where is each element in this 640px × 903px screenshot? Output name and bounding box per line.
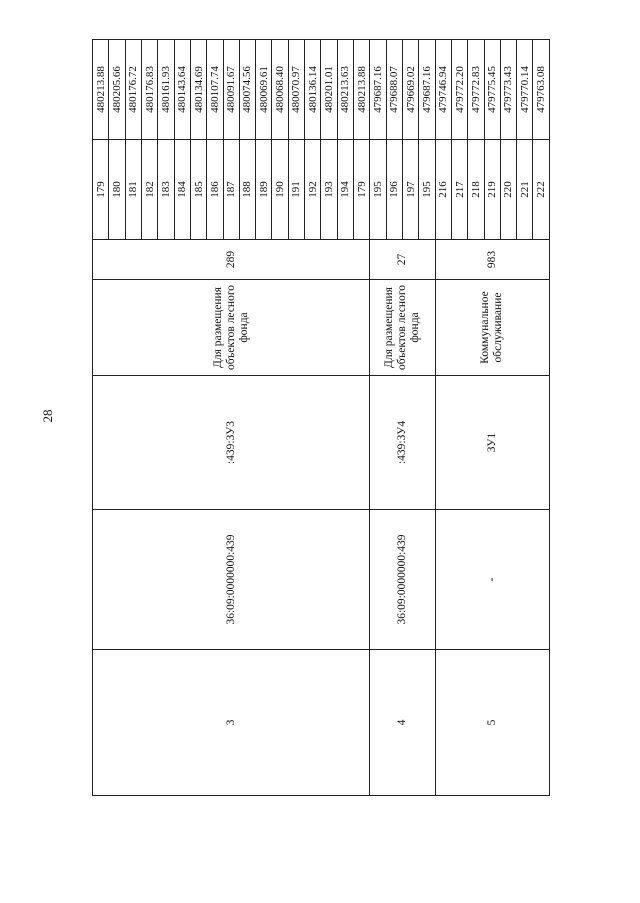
- coordinate-x: 479688.07: [386, 40, 402, 140]
- point-number: 217: [451, 140, 467, 240]
- parcel-area: 27: [370, 240, 435, 280]
- point-number: 222: [533, 140, 550, 240]
- coordinate-x: 480213.63: [337, 40, 353, 140]
- table-row: [435, 40, 451, 796]
- coordinate-x: 480205.66: [109, 40, 125, 140]
- point-number: 179: [93, 140, 109, 240]
- parcel-designation: ЗУ1: [435, 376, 549, 510]
- point-number: 181: [125, 140, 141, 240]
- coordinate-x: 480213.88: [354, 40, 370, 140]
- parcel-number: 4: [370, 650, 435, 796]
- coordinate-x: 479770.14: [517, 40, 533, 140]
- point-number: 196: [386, 140, 402, 240]
- permitted-use-line1: Коммунальное: [479, 291, 492, 364]
- permitted-use: [370, 280, 435, 376]
- coordinate-x: 480176.83: [141, 40, 157, 140]
- permitted-use: [93, 280, 370, 376]
- permitted-use-line2: объектов лесного фонда: [224, 284, 250, 371]
- table-row: [93, 40, 109, 796]
- permitted-use-line1: Для размещения: [382, 287, 395, 368]
- coordinate-x: 479687.16: [419, 40, 435, 140]
- point-number: 218: [468, 140, 484, 240]
- point-number: 184: [174, 140, 190, 240]
- point-number: 189: [256, 140, 272, 240]
- cadastral-number: -: [435, 510, 549, 650]
- point-number: 182: [141, 140, 157, 240]
- coordinate-x: 480213.88: [93, 40, 109, 140]
- point-number: 186: [207, 140, 223, 240]
- coordinate-x: 480136.14: [305, 40, 321, 140]
- coordinate-x: 479772.83: [468, 40, 484, 140]
- point-number: 192: [305, 140, 321, 240]
- coordinate-x: 480068.40: [272, 40, 288, 140]
- point-number: 221: [517, 140, 533, 240]
- parcel-designation: :439:ЗУ3: [93, 376, 370, 510]
- parcel-area: 983: [435, 240, 549, 280]
- cadastral-number: 36:09:0000000:439: [93, 510, 370, 650]
- table-row: [370, 40, 386, 796]
- point-number: 219: [484, 140, 500, 240]
- coordinate-x: 480143.64: [174, 40, 190, 140]
- permitted-use-line2: объектов лесного фонда: [395, 284, 421, 371]
- coordinate-x: 480161.93: [158, 40, 174, 140]
- coordinate-x: 479746.94: [435, 40, 451, 140]
- coordinate-x: 480134.69: [190, 40, 206, 140]
- permitted-use-line1: Для размещения: [211, 287, 224, 368]
- coordinate-x: 480070.97: [288, 40, 304, 140]
- coordinates-table: [92, 39, 550, 796]
- point-number: 179: [354, 140, 370, 240]
- point-number: 187: [223, 140, 239, 240]
- permitted-use-line2: обслуживание: [492, 292, 505, 363]
- coordinate-x: 479773.43: [500, 40, 516, 140]
- parcel-designation: :439:ЗУ4: [370, 376, 435, 510]
- point-number: 190: [272, 140, 288, 240]
- coordinate-x: 479687.16: [370, 40, 386, 140]
- coordinates-table-rotated: [92, 40, 550, 796]
- coordinate-x: 479669.02: [402, 40, 418, 140]
- parcel-area: 289: [93, 240, 370, 280]
- coordinate-x: 480201.01: [321, 40, 337, 140]
- coordinate-x: 480069.61: [256, 40, 272, 140]
- point-number: 180: [109, 140, 125, 240]
- coordinate-x: 480091.67: [223, 40, 239, 140]
- page-number: 28: [40, 409, 55, 423]
- coordinate-x: 480074.56: [239, 40, 255, 140]
- parcel-number: 3: [93, 650, 370, 796]
- permitted-use: [435, 280, 549, 376]
- point-number: 195: [419, 140, 435, 240]
- cadastral-number: 36:09:0000000:439: [370, 510, 435, 650]
- coordinate-x: 479772.20: [451, 40, 467, 140]
- point-number: 197: [402, 140, 418, 240]
- coordinate-x: 480176.72: [125, 40, 141, 140]
- point-number: 191: [288, 140, 304, 240]
- parcel-number: 5: [435, 650, 549, 796]
- point-number: 193: [321, 140, 337, 240]
- coordinate-x: 480107.74: [207, 40, 223, 140]
- point-number: 216: [435, 140, 451, 240]
- point-number: 220: [500, 140, 516, 240]
- point-number: 194: [337, 140, 353, 240]
- table-body: [93, 40, 550, 796]
- point-number: 185: [190, 140, 206, 240]
- point-number: 195: [370, 140, 386, 240]
- point-number: 183: [158, 140, 174, 240]
- coordinate-x: 479775.45: [484, 40, 500, 140]
- coordinate-x: 479763.08: [533, 40, 550, 140]
- point-number: 188: [239, 140, 255, 240]
